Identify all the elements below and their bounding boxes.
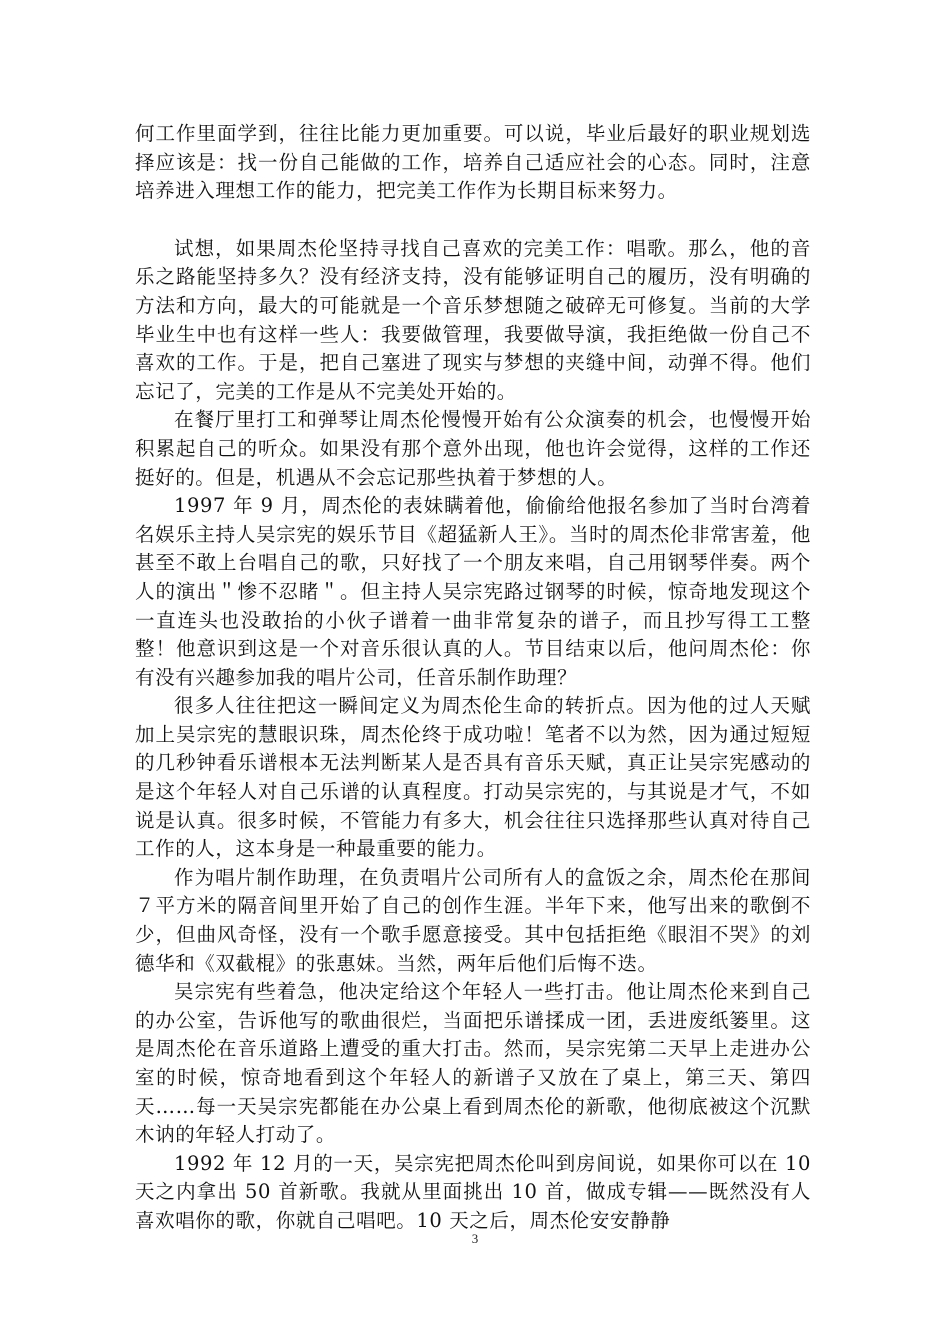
page-number: 3 [471,1231,479,1246]
paragraph: 1992 年 12 月的一天，吴宗宪把周杰伦叫到房间说，如果你可以在 10 天之内拿出 50 首新歌。我就从里面挑出 10 首，做成专辑——既然没有人喜欢唱你的歌，你就自己唱吧。10 天之后，周杰伦安安静静 [135,1151,811,1232]
paragraph: 吴宗宪有些着急，他决定给这个年轻人一些打击。他让周杰伦来到自己的办公室，告诉他写的歌曲很烂，当面把乐谱揉成一团，丢进废纸篓里。这是周杰伦在音乐道路上遭受的重大打击。然而，吴宗宪第二天早上走进办公室的时候，惊奇地看到这个年轻人的新谱子又放在了桌上，第三天、第四天……每一天吴宗宪都能在办公桌上看到周杰伦的新歌，他彻底被这个沉默木讷的年轻人打动了。 [135,980,811,1147]
paragraph: 试想，如果周杰伦坚持寻找自己喜欢的完美工作：唱歌。那么，他的音乐之路能坚持多久？没有经济支持，没有能够证明自己的履历，没有明确的方法和方向，最大的可能就是一个音乐梦想随之破碎无可修复。当前的大学毕业生中也有这样一些人：我要做管理，我要做导演，我拒绝做一份自己不喜欢的工作。于是，把自己塞进了现实与梦想的夹缝中间，动弹不得。他们忘记了，完美的工作是从不完美处开始的。 [135,236,811,403]
paragraph: 作为唱片制作助理，在负责唱片公司所有人的盒饭之余，周杰伦在那间７平方米的隔音间里开始了自己的创作生涯。半年下来，他写出来的歌倒不少，但曲风奇怪，没有一个歌手愿意接受。其中包括拒绝《眼泪不哭》的刘德华和《双截棍》的张惠妹。当然，两年后他们后悔不迭。 [135,865,811,975]
paragraph: 很多人往往把这一瞬间定义为周杰伦生命的转折点。因为他的过人天赋加上吴宗宪的慧眼识珠，周杰伦终于成功啦！笔者不以为然，因为通过短短的几秒钟看乐谱根本无法判断某人是否具有音乐天赋，真正让吴宗宪感动的是这个年轻人对自己乐谱的认真程度。打动吴宗宪的，与其说是才气，不如说是认真。很多时候，不管能力有多大，机会往往只选择那些认真对待自己工作的人，这本身是一种最重要的能力。 [135,694,811,861]
body-text [135,120,811,1236]
paragraph: 在餐厅里打工和弹琴让周杰伦慢慢开始有公众演奏的机会，也慢慢开始积累起自己的听众。如果没有那个意外出现，他也许会觉得，这样的工作还挺好的。但是，机遇从不会忘记那些执着于梦想的人。 [135,408,811,489]
paragraph: 何工作里面学到，往往比能力更加重要。可以说，毕业后最好的职业规划选择应该是：找一份自己能做的工作，培养自己适应社会的心态。同时，注意培养进入理想工作的能力，把完美工作作为长期目标来努力。 [135,122,811,203]
paragraph: 1997 年 9 月，周杰伦的表妹瞒着他，偷偷给他报名参加了当时台湾着名娱乐主持人吴宗宪的娱乐节目《超猛新人王》。当时的周杰伦非常害羞，他甚至不敢上台唱自己的歌，只好找了一个朋友来唱，自己用钢琴伴奏。两个人的演出＂惨不忍睹＂。但主持人吴宗宪路过钢琴的时候，惊奇地发现这个一直连头也没敢抬的小伙子谱着一曲非常复杂的谱子，而且抄写得工工整整！他意识到这是一个对音乐很认真的人。节目结束以后，他问周杰伦：你有没有兴趣参加我的唱片公司，任音乐制作助理？ [135,494,811,689]
paragraph-gap [135,206,811,235]
